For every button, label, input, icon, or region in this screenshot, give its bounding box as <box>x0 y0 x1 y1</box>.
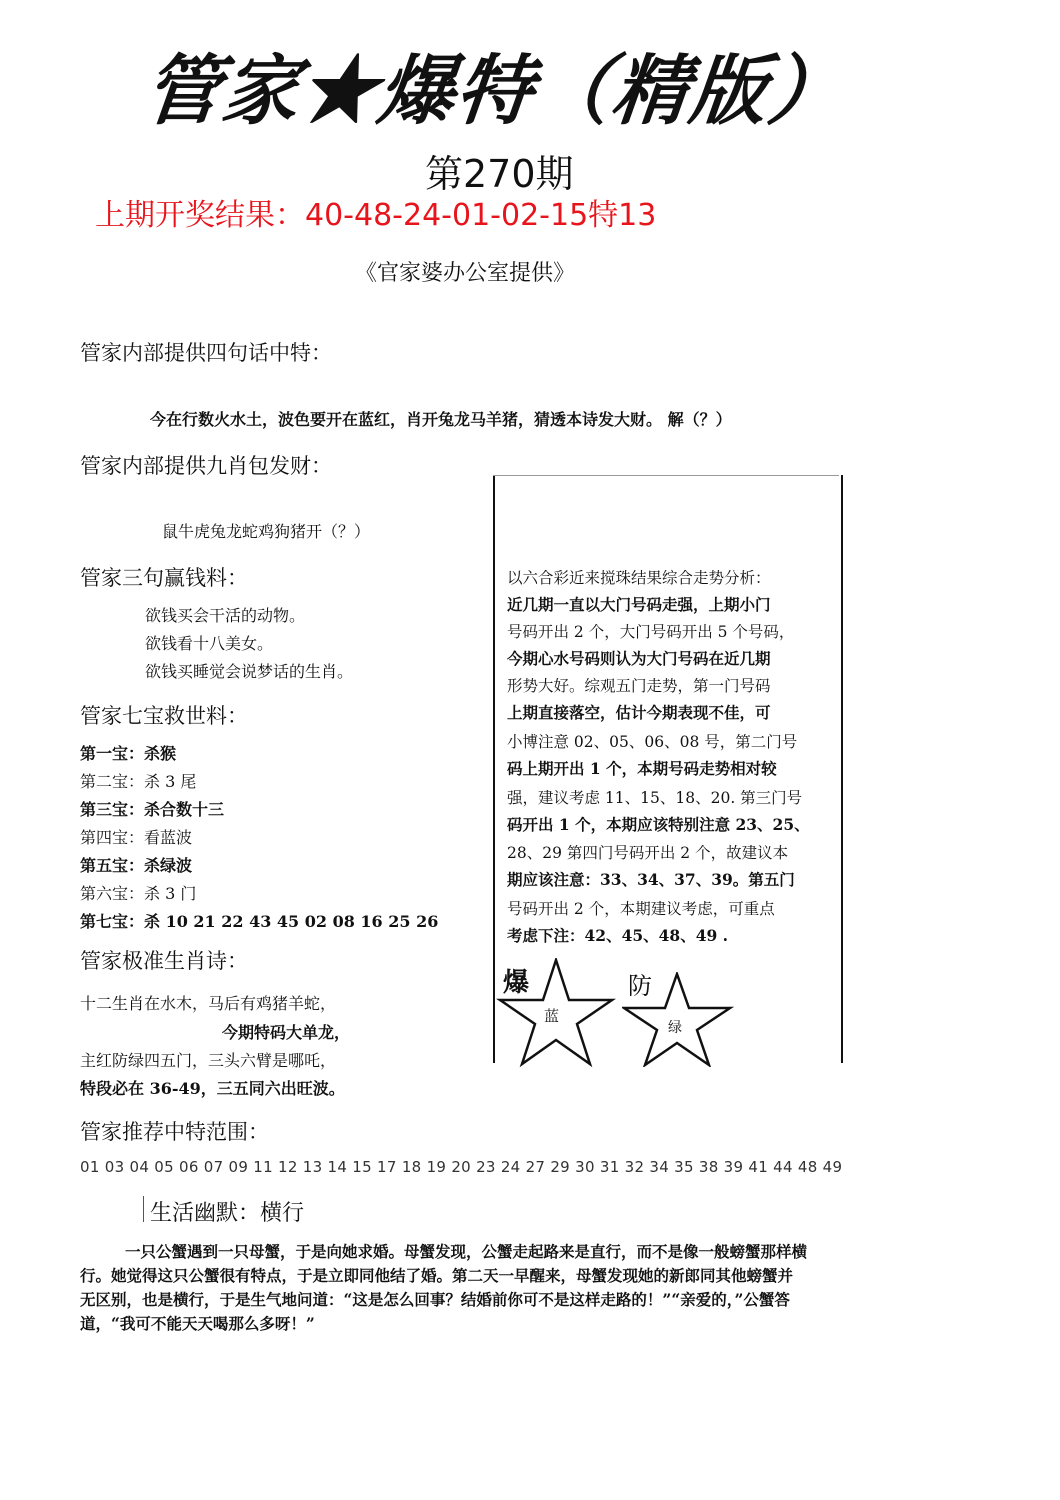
four-sentences-heading: 管家内部提供四句话中特： <box>80 341 332 365</box>
analysis-line: 今期心水号码则认为大门号码在近几期 <box>507 649 771 668</box>
star1-icon <box>496 958 626 1068</box>
analysis-line: 28、29 第四门号码开出 2 个，故建议本 <box>507 844 789 862</box>
poem-line: 主红防绿四五门，三头六臂是哪吒， <box>80 1051 337 1070</box>
analysis-line: 小博注意 02、05、06、08 号，第二门号 <box>507 733 798 751</box>
star2-icon <box>622 972 742 1067</box>
page-title: 管家★爆特（精版） <box>139 46 852 135</box>
star2-text: 绿 <box>668 1020 682 1036</box>
three-lines-item: 欲钱看十八美女。 <box>145 634 274 653</box>
nine-zodiac-text: 鼠牛虎兔龙蛇鸡狗猪开（？） <box>162 522 371 541</box>
range-numbers: 01 03 04 05 06 07 09 11 12 13 14 15 17 18 19 20 23 24 27 29 30 31 32 34 35 38 39 41 44 48 49 <box>80 1158 843 1176</box>
seven-treasures-heading: 管家七宝救世料： <box>80 704 248 728</box>
analysis-line: 码开出 1 个，本期应该特别注意 23、25、 <box>507 815 810 834</box>
poem-line: 十二生肖在水木，马后有鸡猪羊蛇， <box>80 994 337 1013</box>
range-heading: 管家推荐中特范围： <box>80 1120 269 1144</box>
treasure-item: 第七宝：杀 10 21 22 43 45 02 08 16 25 26 <box>80 912 439 931</box>
treasure-item: 第三宝：杀合数十三 <box>80 800 225 819</box>
analysis-line: 近几期一直以大门号码走强，上期小门 <box>507 595 771 614</box>
humor-line: 行。她觉得这只公蟹很有特点，于是立即同他结了婚。第二天一早醒来，母蟹发现她的新郎同其他螃蟹并 <box>80 1266 794 1285</box>
analysis-line: 上期直接落空，估计今期表现不佳，可 <box>507 703 771 722</box>
treasure-item: 第二宝：杀 3 尾 <box>80 772 197 791</box>
three-lines-heading: 管家三句赢钱料： <box>80 566 248 590</box>
nine-zodiac-heading: 管家内部提供九肖包发财： <box>80 454 332 478</box>
star2-label: 防 <box>628 972 652 1000</box>
analysis-line: 期应该注意：33、34、37、39。第五门 <box>507 870 795 889</box>
last-draw-result: 上期开奖结果：40-48-24-01-02-15特13 <box>95 198 657 233</box>
treasure-item: 第一宝：杀猴 <box>80 744 177 763</box>
analysis-line: 以六合彩近来搅珠结果综合走势分析： <box>507 569 771 587</box>
poem-line: 特段必在 36-49，三五同六出旺波。 <box>80 1079 345 1098</box>
analysis-line: 形势大好。综观五门走势，第一门号码 <box>507 677 771 695</box>
humor-line: 一只公蟹遇到一只母蟹，于是向她求婚。母蟹发现，公蟹走起路来是直行，而不是像一般螃蟹那样横 <box>125 1242 808 1261</box>
provider-credit: 《官家婆办公室提供》 <box>355 261 576 286</box>
analysis-line: 号码开出 2 个，大门号码开出 5 个号码， <box>507 623 795 641</box>
humor-heading: 生活幽默：横行 <box>150 1201 305 1226</box>
analysis-line: 号码开出 2 个，本期建议考虑，可重点 <box>507 900 775 918</box>
analysis-line: 强，建议考虑 11、15、18、20. 第三门号 <box>507 789 803 807</box>
humor-line: 道，“我可不能天天喝那么多呀！” <box>80 1314 315 1333</box>
humor-line: 无区别，也是横行，于是生气地问道：“这是怎么回事？结婚前你可不是这样走路的！”“亲爱的，”公蟹答 <box>80 1290 790 1309</box>
treasure-item: 第五宝：杀绿波 <box>80 856 193 875</box>
star1-text: 蓝 <box>544 1007 560 1025</box>
star1-label: 爆 <box>503 968 530 998</box>
three-lines-item: 欲钱买会干活的动物。 <box>145 606 306 625</box>
analysis-box-top-rule <box>493 475 839 476</box>
treasure-item: 第六宝：杀 3 门 <box>80 884 197 903</box>
poem-line: 今期特码大单龙， <box>222 1023 351 1042</box>
analysis-line: 码上期开出 1 个，本期号码走势相对较 <box>507 759 777 778</box>
poem-heading: 管家极准生肖诗： <box>80 949 248 973</box>
issue-number: 第270期 <box>425 152 574 196</box>
humor-divider <box>143 1196 144 1222</box>
three-lines-item: 欲钱买睡觉会说梦话的生肖。 <box>145 662 354 681</box>
analysis-line: 考虑下注：42、45、48、49 . <box>507 926 729 945</box>
four-sentences-text: 今在行数火水土，波色要开在蓝红，肖开兔龙马羊猪，猜透本诗发大财。 解（？） <box>150 410 732 429</box>
treasure-item: 第四宝：看蓝波 <box>80 828 193 847</box>
